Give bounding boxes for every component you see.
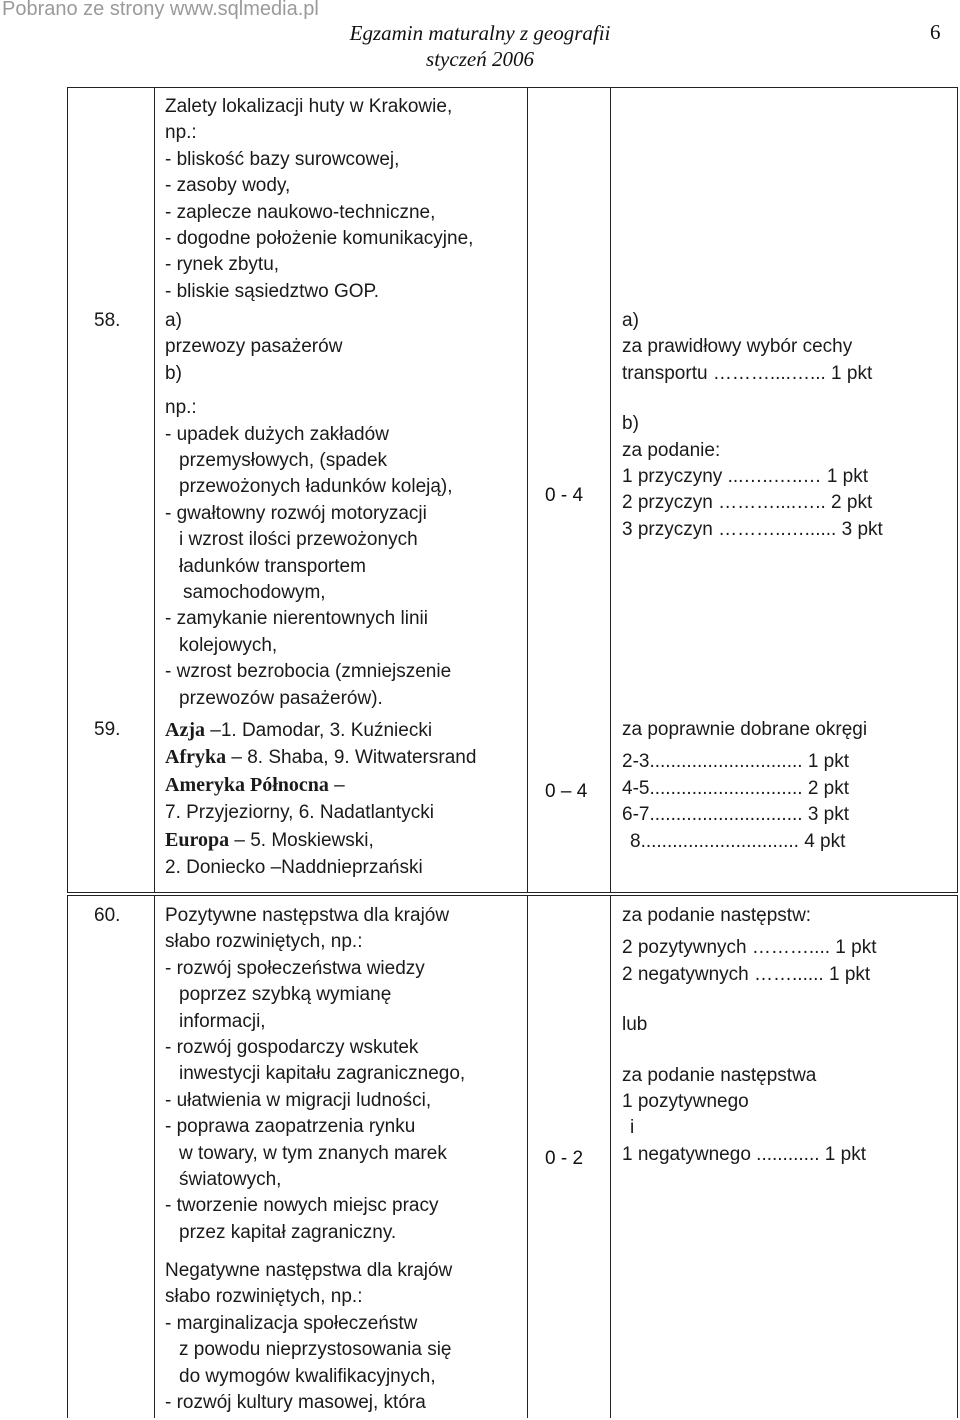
- q58-score: 0 - 4: [545, 485, 584, 506]
- criteria-line: za podanie następstw:: [622, 905, 812, 926]
- criteria-line: 3 przyczyn ………..…...... 3 pkt: [622, 518, 883, 540]
- criteria-line: za podanie:: [622, 439, 721, 461]
- answer-line: przemysłowych, (spadek: [179, 450, 388, 472]
- answer-line: [165, 799, 476, 826]
- header-title: Egzamin maturalny z geografii: [349, 21, 611, 45]
- column-divider: [527, 88, 528, 892]
- criteria-a-label: a): [622, 310, 639, 331]
- region-list: – 8. Shaba, 9. Witwatersrand: [226, 747, 477, 769]
- answer-line: przewożonych ładunków koleją),: [179, 476, 453, 498]
- criteria-line: i: [630, 1117, 635, 1139]
- region-list: 7. Przyjeziorny, 6. Nadatlantycki: [165, 802, 434, 824]
- column-divider: [527, 896, 528, 1418]
- answer-line: i wzrost ilości przewożonych: [179, 529, 418, 551]
- answer-line: Negatywne następstwa dla krajów: [165, 1260, 453, 1281]
- criteria-line: 2 negatywnych ……...... 1 pkt: [622, 963, 871, 985]
- column-divider: [154, 896, 155, 1418]
- answer-line: słabo rozwiniętych, np.:: [165, 1286, 363, 1308]
- answer-line: przez kapitał zagraniczny.: [179, 1221, 397, 1243]
- answer-line: - bliskie sąsiedztwo GOP.: [165, 280, 380, 302]
- answer-line: [165, 827, 476, 854]
- q58-answer: [165, 308, 453, 712]
- q59-answer: [165, 717, 476, 881]
- answer-line: z powodu nieprzystosowania się: [179, 1339, 452, 1361]
- criteria-line: 2-3............................. 1 pkt: [622, 751, 850, 773]
- answer-line: [165, 772, 476, 799]
- answer-a-label: a): [165, 310, 182, 331]
- column-divider: [154, 88, 155, 892]
- header-date: styczeń 2006: [426, 47, 534, 71]
- answer-line: - rozwój kultury masowej, która: [165, 1392, 426, 1414]
- criteria-line: za poprawnie dobrane okręgi: [622, 719, 868, 740]
- answer-line: - poprawa zaopatrzenia rynku: [165, 1116, 416, 1138]
- answer-line: - zaplecze naukowo-techniczne,: [165, 201, 436, 223]
- answer-line: Zalety lokalizacji huty w Krakowie,: [165, 96, 453, 117]
- region-list: –: [328, 774, 345, 796]
- answer-line: kolejowych,: [179, 634, 278, 656]
- criteria-b-label: b): [622, 413, 639, 435]
- answer-line: - gwałtowny rozwój motoryzacji: [165, 502, 427, 524]
- q59-number: 59.: [94, 719, 121, 740]
- column-divider: [610, 896, 611, 1418]
- answer-line: - marginalizacja społeczeństw: [165, 1312, 418, 1334]
- answer-line: słabo rozwiniętych, np.:: [165, 931, 363, 953]
- criteria-line: 1 negatywnego ............ 1 pkt: [622, 1143, 866, 1165]
- answer-line: Pozytywne następstwa dla krajów: [165, 905, 450, 926]
- answer-line: ładunków transportem: [179, 555, 366, 577]
- region-list: 2. Doniecko –Naddnieprzański: [165, 857, 423, 879]
- answer-line: - zamykanie nierentownych linii: [165, 608, 428, 630]
- q60-answer-negative: [165, 1258, 452, 1416]
- answer-line: - dogodne położenie komunikacyjne,: [165, 228, 474, 250]
- answer-line: informacji,: [179, 1010, 266, 1032]
- region-list: –1. Damodar, 3. Kuźniecki: [204, 720, 433, 741]
- criteria-line: 4-5............................. 2 pkt: [622, 777, 850, 799]
- answer-line: - zasoby wody,: [165, 175, 291, 197]
- column-divider: [610, 88, 611, 892]
- continent-name: Azja: [165, 719, 205, 741]
- criteria-or: lub: [622, 1014, 648, 1036]
- answer-line: poprzez szybką wymianę: [179, 984, 392, 1006]
- criteria-line: za prawidłowy wybór cechy: [622, 336, 853, 358]
- answer-line: - rozwój społeczeństwa wiedzy: [165, 957, 425, 979]
- answer-line: np.:: [165, 397, 197, 419]
- q59-criteria: [622, 717, 867, 855]
- q60-answer-positive: [165, 903, 465, 1246]
- q57-answer-tail: [165, 94, 473, 305]
- answer-line: - ułatwienia w migracji ludności,: [165, 1089, 432, 1111]
- q60-criteria: [622, 903, 876, 1168]
- criteria-line: 1 przyczyny ...…..…..… 1 pkt: [622, 466, 869, 488]
- continent-name: Afryka: [165, 746, 227, 769]
- criteria-line: 8.............................. 4 pkt: [630, 830, 846, 852]
- answer-line: [165, 717, 476, 744]
- criteria-line: 2 przyczyn ………....….. 2 pkt: [622, 492, 873, 514]
- answer-line: [165, 854, 476, 881]
- answer-line: do wymogów kwalifikacyjnych,: [179, 1365, 436, 1387]
- continent-name: Ameryka Północna: [165, 773, 329, 796]
- q58-number: 58.: [94, 310, 121, 331]
- answer-line: w towary, w tym znanych marek: [179, 1142, 447, 1164]
- answer-line: światowych,: [179, 1169, 282, 1191]
- answer-line: - wzrost bezrobocia (zmniejszenie: [165, 661, 452, 683]
- criteria-line: 6-7............................. 3 pkt: [622, 804, 850, 826]
- region-list: – 5. Moskiewski,: [229, 829, 374, 851]
- answer-line: - tworzenie nowych miejsc pracy: [165, 1195, 439, 1217]
- q60-score: 0 - 2: [545, 1148, 584, 1169]
- answer-line: - rynek zbytu,: [165, 254, 280, 276]
- criteria-line: transportu ………....…... 1 pkt: [622, 362, 873, 384]
- q60-number: 60.: [94, 905, 121, 926]
- continent-name: Europa: [165, 828, 230, 851]
- q59-score: 0 – 4: [545, 781, 588, 802]
- page-header: [0, 20, 960, 72]
- answer-b-label: b): [165, 362, 182, 384]
- answer-a: przewozy pasażerów: [165, 336, 343, 358]
- criteria-line: 1 pozytywnego: [622, 1091, 749, 1113]
- answer-line: samochodowym,: [183, 582, 326, 604]
- answer-line: - upadek dużych zakładów: [165, 423, 389, 445]
- answer-line: inwestycji kapitału zagranicznego,: [179, 1063, 466, 1085]
- answer-line: - rozwój gospodarczy wskutek: [165, 1037, 419, 1059]
- answer-line: przewozów pasażerów).: [179, 687, 383, 709]
- answer-line: - bliskość bazy surowcowej,: [165, 148, 400, 170]
- page-number: 6: [930, 20, 941, 44]
- criteria-line: za podanie następstwa: [622, 1064, 817, 1086]
- q58-criteria: [622, 308, 883, 543]
- criteria-line: 2 pozytywnych ……….... 1 pkt: [622, 937, 877, 959]
- answer-line: np.:: [165, 122, 197, 144]
- watermark: Pobrano ze strony www.sqlmedia.pl: [2, 0, 319, 20]
- answer-line: [165, 744, 476, 771]
